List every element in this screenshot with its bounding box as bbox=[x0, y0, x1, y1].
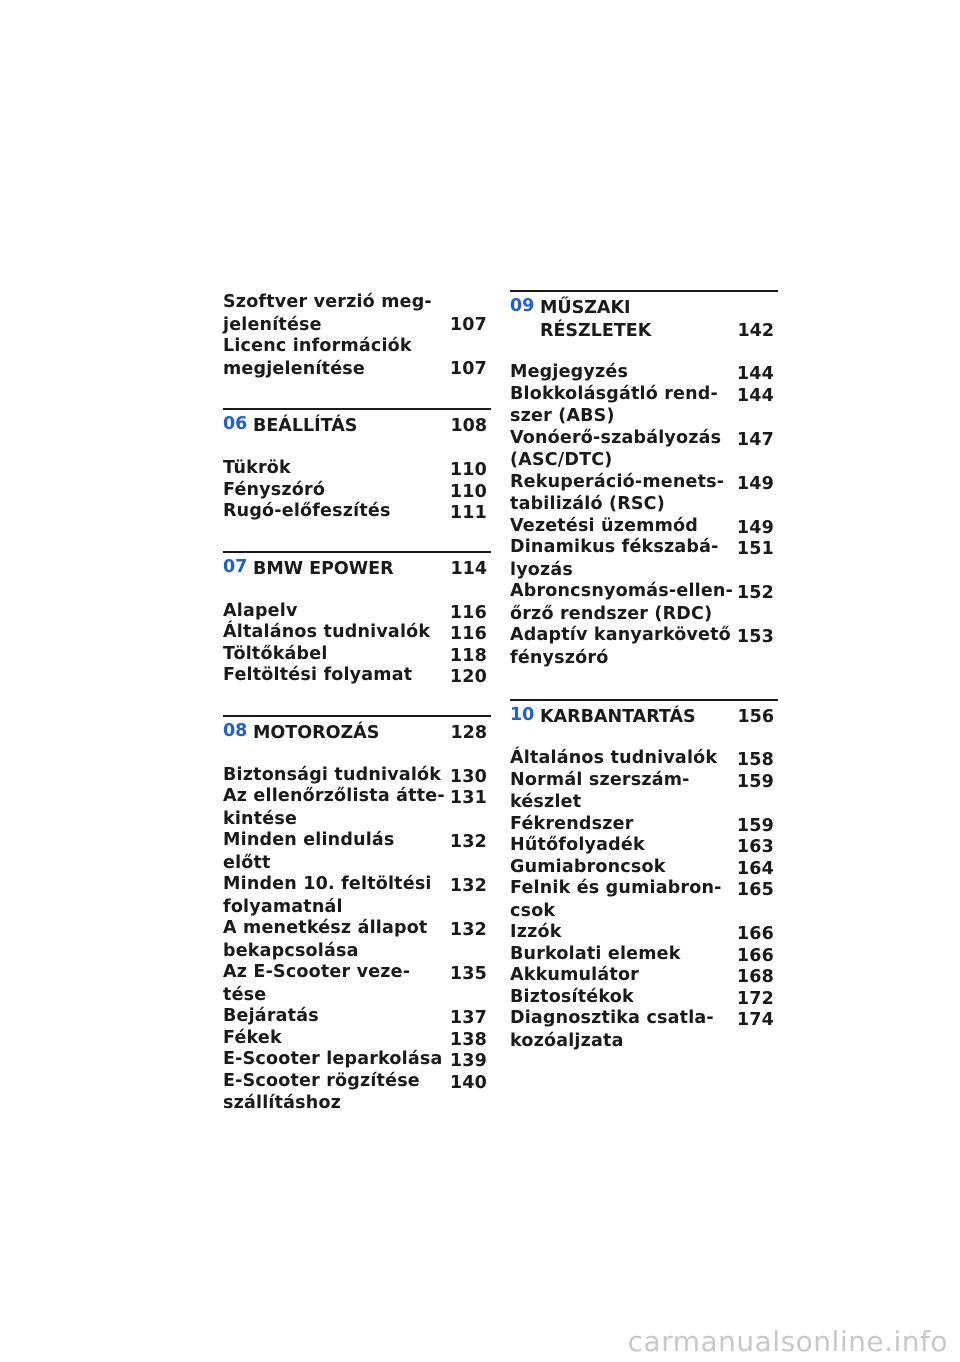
toc-entry-page: 138 bbox=[449, 1029, 487, 1050]
toc-entry-title: kozóaljzata bbox=[510, 1030, 624, 1051]
toc-entry-page: 147 bbox=[736, 429, 774, 450]
toc-entry-title: Hűtőfolyadék bbox=[510, 835, 645, 855]
section-entry-list bbox=[510, 748, 778, 1052]
toc-entry[interactable] bbox=[223, 501, 491, 523]
toc-entry[interactable] bbox=[510, 384, 778, 428]
toc-entry[interactable] bbox=[510, 944, 778, 966]
toc-entry-title: előtt bbox=[223, 852, 271, 873]
toc-entry[interactable] bbox=[223, 665, 491, 687]
toc-entry[interactable] bbox=[510, 1008, 778, 1052]
toc-entry[interactable] bbox=[223, 1006, 491, 1028]
toc-entry-page: 144 bbox=[736, 364, 774, 384]
toc-entry-title: Abroncsnyomás-ellen- bbox=[510, 581, 734, 601]
toc-entry[interactable] bbox=[223, 874, 491, 918]
toc-entry[interactable] bbox=[510, 965, 778, 987]
section-title: RÉSZLETEK bbox=[540, 321, 652, 341]
toc-entry-page: 152 bbox=[736, 583, 774, 603]
toc-entry-page: 107 bbox=[449, 358, 487, 379]
section-heading[interactable] bbox=[510, 705, 778, 728]
toc-entry[interactable] bbox=[510, 581, 778, 625]
toc-entry-page: 159 bbox=[736, 815, 774, 836]
toc-entry[interactable] bbox=[223, 458, 491, 480]
toc-entry-title: Biztosítékok bbox=[510, 986, 634, 1007]
section-title: KARBANTARTÁS bbox=[540, 707, 696, 727]
toc-entry[interactable] bbox=[223, 786, 491, 830]
toc-entry-title: Biztonsági tudnivalók bbox=[223, 764, 442, 785]
toc-entry[interactable] bbox=[223, 765, 491, 787]
section-page: 128 bbox=[450, 722, 487, 743]
toc-entry-title: Általános tudnivalók bbox=[510, 748, 718, 768]
toc-entry-page: 149 bbox=[736, 517, 774, 538]
section-title: BEÁLLÍTÁS bbox=[253, 416, 358, 436]
toc-entry-title: Megjegyzés bbox=[510, 362, 629, 382]
toc-entry[interactable] bbox=[510, 857, 778, 879]
toc-entry-title: Az E-Scooter veze- bbox=[223, 962, 411, 982]
toc-entry-page: 132 bbox=[449, 832, 487, 852]
toc-entry-title: Töltőkábel bbox=[223, 643, 328, 664]
toc-entry-title: Felnik és gumiabron- bbox=[510, 878, 722, 898]
section-divider bbox=[223, 715, 491, 717]
toc-entry[interactable] bbox=[510, 472, 778, 516]
toc-entry-page: 131 bbox=[449, 788, 487, 808]
toc-entry-page: 111 bbox=[449, 503, 487, 523]
toc-entry-title: Licenc információk bbox=[223, 336, 412, 356]
toc-entry-page: 153 bbox=[736, 627, 774, 647]
toc-entry-page: 151 bbox=[736, 539, 774, 559]
section-page: 156 bbox=[737, 707, 774, 727]
toc-entry[interactable] bbox=[510, 428, 778, 472]
section-number: 07 bbox=[223, 556, 248, 577]
toc-entry-page: 130 bbox=[449, 766, 487, 787]
section-title: MŰSZAKI bbox=[540, 298, 631, 318]
toc-entry-title: A menetkész állapot bbox=[223, 918, 428, 938]
toc-entry-page: 174 bbox=[736, 1010, 774, 1030]
toc-entry-title: Minden 10. feltöltési bbox=[223, 874, 432, 894]
toc-entry-title: készlet bbox=[510, 792, 582, 812]
toc-entry-page: 165 bbox=[736, 880, 774, 900]
toc-section bbox=[510, 290, 778, 669]
section-divider bbox=[510, 290, 778, 292]
toc-entry[interactable] bbox=[510, 987, 778, 1009]
section-page: 142 bbox=[737, 321, 774, 341]
toc-entry-title: Dinamikus fékszabá- bbox=[510, 537, 719, 557]
toc-entry-page: 166 bbox=[736, 924, 774, 944]
toc-entry[interactable] bbox=[223, 336, 491, 380]
section-divider bbox=[510, 699, 778, 701]
section-entry-list bbox=[223, 765, 491, 1115]
toc-entry-title: Rekuperáció-menets- bbox=[510, 471, 725, 492]
section-page: 108 bbox=[450, 416, 487, 436]
toc-entry-title: Feltöltési folyamat bbox=[223, 665, 413, 685]
section-heading[interactable] bbox=[223, 414, 491, 438]
section-number: 06 bbox=[223, 414, 248, 434]
toc-entry-title: Alapelv bbox=[223, 600, 298, 621]
toc-entry-title: Rugó-előfeszítés bbox=[223, 501, 391, 521]
toc-right-column bbox=[510, 278, 778, 1052]
toc-entry[interactable] bbox=[510, 922, 778, 944]
toc-entry-page: 164 bbox=[736, 858, 774, 879]
toc-section bbox=[223, 715, 491, 1115]
toc-entry[interactable] bbox=[223, 1049, 491, 1071]
toc-entry-page: 110 bbox=[449, 460, 487, 480]
toc-section bbox=[223, 408, 491, 523]
section-entry-list bbox=[223, 458, 491, 523]
toc-entry-title: Izzók bbox=[510, 922, 562, 942]
toc-entry-title: csok bbox=[510, 900, 556, 921]
toc-entry-title: lyozás bbox=[510, 559, 574, 580]
toc-entry[interactable] bbox=[223, 644, 491, 666]
toc-entry-page: 120 bbox=[449, 667, 487, 687]
section-divider bbox=[223, 551, 491, 553]
toc-entry-title: szállításhoz bbox=[223, 1093, 342, 1113]
toc-entry-title: E-Scooter rögzítése bbox=[223, 1070, 420, 1091]
toc-entry[interactable] bbox=[510, 516, 778, 538]
section-number: 09 bbox=[510, 296, 535, 316]
section-title: BMW EPOWER bbox=[253, 558, 394, 579]
toc-entry-title: Adaptív kanyarkövető bbox=[510, 625, 731, 645]
toc-entry-title: Akkumulátor bbox=[510, 965, 639, 985]
toc-entry-title: Fékrendszer bbox=[510, 813, 634, 834]
toc-entry-title: Diagnosztika csatla- bbox=[510, 1008, 714, 1028]
section-number: 10 bbox=[510, 705, 535, 725]
toc-entry[interactable] bbox=[510, 625, 778, 669]
toc-entry-page: 107 bbox=[449, 314, 487, 335]
toc-entry-title: Burkolati elemek bbox=[510, 943, 681, 964]
toc-entry-title: Az ellenőrzőlista átte- bbox=[223, 786, 445, 806]
toc-entry-title: (ASC/DTC) bbox=[510, 450, 613, 470]
toc-entry-title: kintése bbox=[223, 808, 298, 829]
toc-entry-title: Általános tudnivalók bbox=[223, 622, 431, 642]
toc-entry-page: 132 bbox=[449, 920, 487, 940]
toc-entry[interactable] bbox=[223, 918, 491, 962]
toc-entry-title: bekapcsolása bbox=[223, 940, 359, 961]
toc-entry-page: 140 bbox=[449, 1072, 487, 1093]
toc-entry[interactable] bbox=[223, 622, 491, 644]
toc-entry-page: 166 bbox=[736, 945, 774, 966]
toc-entry[interactable] bbox=[510, 835, 778, 857]
toc-entry-page: 144 bbox=[736, 385, 774, 406]
toc-entry-title: Vonóerő-szabályozás bbox=[510, 427, 722, 448]
section-heading[interactable] bbox=[223, 557, 491, 581]
toc-entry-page: 158 bbox=[736, 750, 774, 770]
section-divider bbox=[223, 408, 491, 410]
section-heading[interactable] bbox=[223, 721, 491, 745]
toc-entry-title: Fékek bbox=[223, 1027, 282, 1048]
toc-entry-title: tabilizáló (RSC) bbox=[510, 494, 665, 514]
toc-entry[interactable] bbox=[223, 830, 491, 874]
toc-entry[interactable] bbox=[223, 292, 491, 336]
toc-entry-page: 116 bbox=[449, 624, 487, 644]
toc-entry-page: 159 bbox=[736, 771, 774, 792]
toc-entry-page: 118 bbox=[449, 645, 487, 666]
toc-entry-title: Fényszóró bbox=[223, 479, 326, 500]
toc-entry-title: tése bbox=[223, 984, 267, 1005]
toc-entry[interactable] bbox=[223, 601, 491, 623]
toc-left-column bbox=[223, 292, 491, 1115]
section-title: MOTOROZÁS bbox=[253, 722, 380, 743]
toc-section bbox=[223, 551, 491, 687]
toc-entry-title: jelenítése bbox=[223, 314, 322, 335]
toc-entry-page: 163 bbox=[736, 837, 774, 857]
toc-entry-page: 168 bbox=[736, 967, 774, 987]
toc-entry-title: Minden elindulás bbox=[223, 830, 395, 850]
toc-entry[interactable] bbox=[510, 748, 778, 770]
section-heading[interactable] bbox=[510, 296, 778, 342]
toc-entry-page: 139 bbox=[449, 1051, 487, 1071]
section-page: 114 bbox=[450, 558, 487, 579]
toc-entry-page: 135 bbox=[449, 964, 487, 984]
toc-entry-page: 116 bbox=[449, 602, 487, 623]
section-entry-list bbox=[510, 362, 778, 669]
toc-entry[interactable] bbox=[510, 362, 778, 384]
toc-entry-title: Gumiabroncsok bbox=[510, 856, 666, 877]
toc-entry-page: 110 bbox=[449, 481, 487, 502]
toc-entry-title: Szoftver verzió meg- bbox=[223, 292, 432, 312]
toc-entry-page: 132 bbox=[449, 876, 487, 896]
toc-entry-title: őrző rendszer (RDC) bbox=[510, 603, 713, 624]
toc-entry[interactable] bbox=[223, 480, 491, 502]
toc-entry[interactable] bbox=[223, 1071, 491, 1115]
toc-entry-page: 137 bbox=[449, 1008, 487, 1028]
toc-entry[interactable] bbox=[223, 1028, 491, 1050]
toc-entry-page: 172 bbox=[736, 988, 774, 1009]
toc-entry-title: Vezetési üzemmód bbox=[510, 515, 698, 536]
toc-entry[interactable] bbox=[510, 878, 778, 922]
section-entry-list bbox=[223, 601, 491, 687]
toc-entry[interactable] bbox=[510, 770, 778, 814]
toc-entry-title: Blokkolásgátló rend- bbox=[510, 383, 718, 404]
toc-entry-title: fényszóró bbox=[510, 647, 609, 668]
toc-entry-title: szer (ABS) bbox=[510, 406, 615, 426]
watermark: carmanualsonline.info bbox=[627, 1325, 948, 1358]
toc-entry-page: 149 bbox=[736, 473, 774, 494]
toc-entry[interactable] bbox=[223, 962, 491, 1006]
toc-entry-title: folyamatnál bbox=[223, 896, 343, 917]
toc-entry-title: Bejáratás bbox=[223, 1006, 319, 1026]
toc-entry-title: Tükrök bbox=[223, 458, 291, 478]
toc-entry-title: Normál szerszám- bbox=[510, 769, 690, 790]
toc-entry-title: E-Scooter leparkolása bbox=[223, 1049, 443, 1069]
toc-entry[interactable] bbox=[510, 814, 778, 836]
section-number: 08 bbox=[223, 720, 248, 741]
toc-section bbox=[510, 699, 778, 1052]
toc-entry-title: megjelenítése bbox=[223, 358, 365, 379]
toc-entry[interactable] bbox=[510, 537, 778, 581]
